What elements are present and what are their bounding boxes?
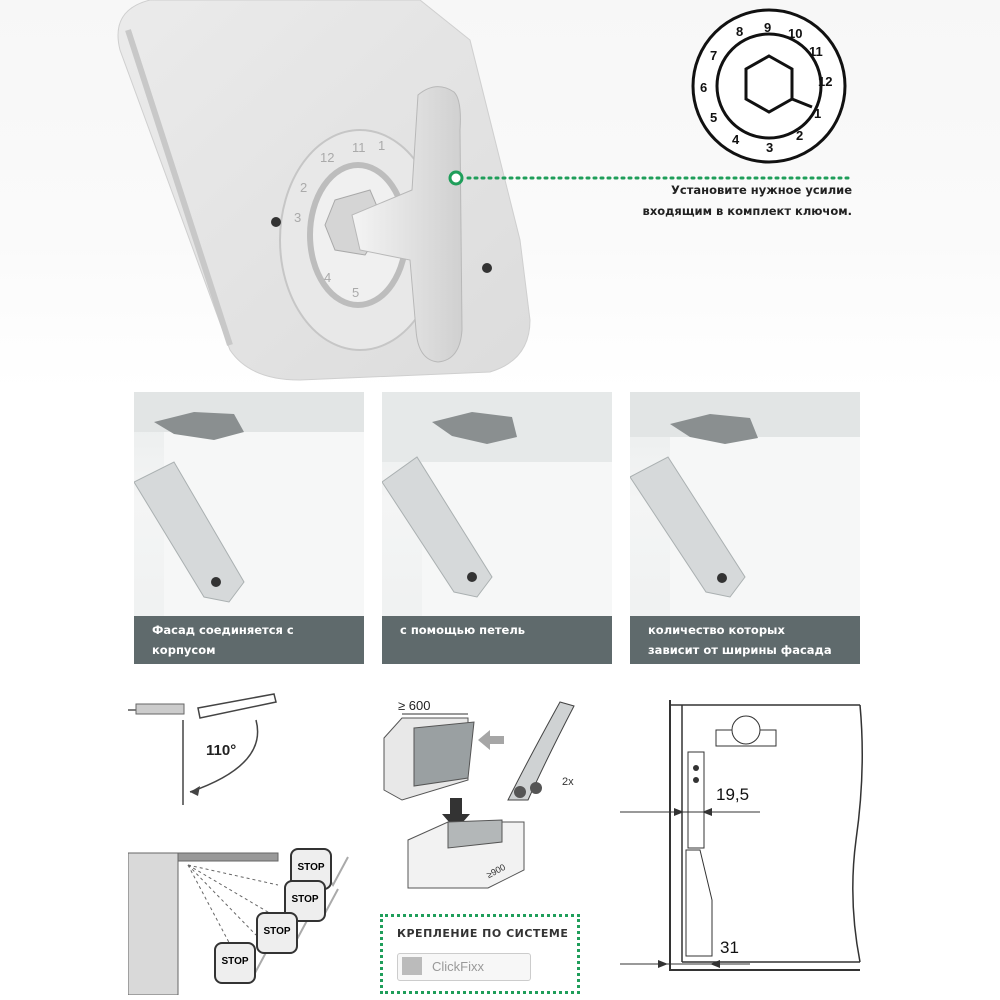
knob-dial-number: 4 [324, 270, 332, 285]
dial-number: 9 [764, 20, 772, 35]
knob-dial-number: 3 [294, 210, 302, 225]
dial-number: 8 [736, 24, 744, 39]
dial-number: 3 [766, 140, 774, 155]
knob-dial-number: 11 [352, 140, 366, 155]
photo-step-2 [382, 392, 612, 664]
clickfixx-logo [397, 953, 531, 981]
dial-number: 6 [700, 80, 708, 95]
clickfixx-logo-icon [402, 957, 422, 975]
angle-label: 110° [206, 742, 237, 759]
dial-number: 1 [814, 106, 822, 121]
dimension-label-top: 19,5 [716, 785, 750, 804]
dial-numbers [684, 6, 854, 166]
clickfixx-box [380, 914, 580, 994]
clickfixx-title: КРЕПЛЕНИЕ ПО СИСТЕМЕ [397, 927, 569, 940]
dial-number: 2 [796, 128, 804, 143]
photo-caption [134, 616, 364, 664]
dimension-drawing [620, 700, 870, 990]
photo-step-3 [630, 392, 860, 664]
photo-caption [382, 616, 612, 664]
caption-line-2: зависит от ширины фасада [648, 643, 832, 657]
callout-text [560, 180, 852, 222]
width-label: ≥ 600 [398, 698, 431, 713]
dial-number: 11 [809, 44, 823, 59]
caption-line-1: Фасад соединяется с [152, 623, 294, 637]
knob-dial-number: 5 [352, 285, 360, 300]
stop-sign-icon: STOP [284, 880, 326, 922]
dial-number: 10 [788, 26, 803, 41]
dimension-label-bottom: 31 [720, 938, 739, 957]
caption-line-2: корпусом [152, 643, 216, 657]
stop-sign-icon: STOP [290, 848, 332, 890]
stop-sign-icon: STOP [214, 942, 256, 984]
caption-line-1: количество которых [648, 623, 785, 637]
hero-photo [0, 0, 1000, 390]
dial-number: 4 [732, 132, 740, 147]
caption-line-1: с помощью петель [400, 623, 526, 637]
photo-step-1 [134, 392, 364, 664]
knob-dial-number: 1 [378, 138, 386, 153]
callout-line-1: Установите нужное усилие [671, 183, 852, 197]
knob-dial-number: 2 [300, 180, 308, 195]
quantity-label: 2x [562, 776, 574, 788]
dial-number: 12 [818, 74, 833, 89]
knob-dial-number: 12 [320, 150, 335, 165]
depth-label: ≥900 [484, 861, 508, 881]
dial-number: 7 [710, 48, 718, 63]
clickfixx-logo-text: ClickFixx [432, 959, 484, 974]
photo-caption [630, 616, 860, 664]
dial-number: 5 [710, 110, 718, 125]
callout-line-2: входящим в комплект ключом. [642, 204, 852, 218]
stop-sign-icon: STOP [256, 912, 298, 954]
